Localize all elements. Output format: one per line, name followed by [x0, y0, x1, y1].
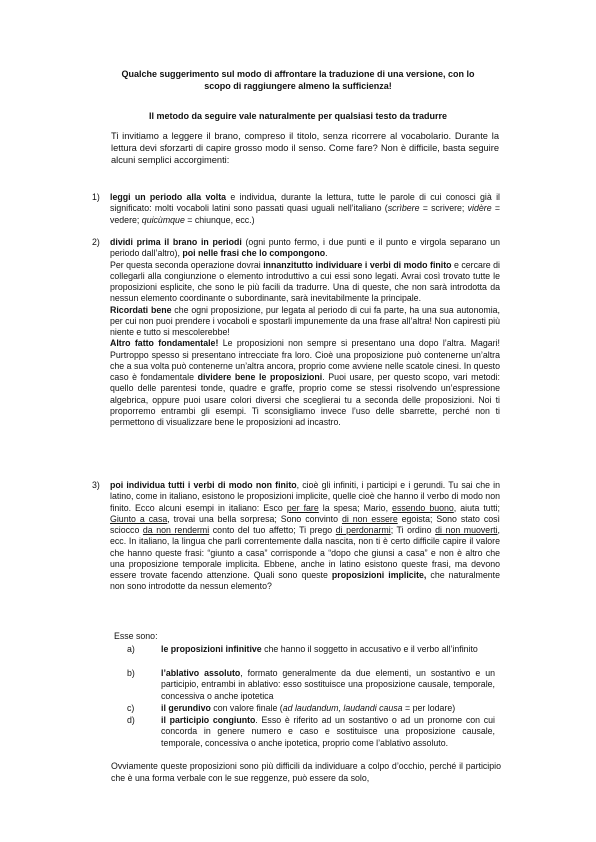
sub-item-b [127, 668, 495, 702]
text-run: e cercare di collegarli alla congiunzione o elemento introduttivo a cui essi sono legati. Avrai così trovato tutte le proposizioni esplicite, che sono le più facili da tradurre. Una di queste, che non sarà introdotta da nessun elemento coordinante o subordinante, sarà inevitabilmente la principale. [110, 259, 500, 304]
list-number: 3) [92, 480, 100, 490]
bold-phrase: le proposizioni infinitive [161, 644, 262, 654]
text-run: che ogni proposizione, pur legata al periodo di cui fa parte, ha una sua autonomia, per cui non puoi prendere i vocaboli e spostarli impunemente da una frase all’altra! Non capiresti più niente e tutto si mescolerebbe! [110, 304, 500, 337]
list-item-3 [92, 480, 500, 593]
text-run: , formato generalmente da due elementi, un sostantivo e un participio, entrambi in ablativo: esso sostituisce una proposizione causale, temporale, concessiva o anche ipotetica [161, 668, 495, 701]
text-run: Le proposizioni non sempre si presentano una dopo l’altra. Magari! Purtroppo spesso si presentano intrecciate fra loro. Cioè una proposizione può contenerne un’altra che a sua volta può contenerne un’altra ancora, proprio come avviene nelle scatole cinesi. In questo caso è fondamentale [110, 338, 500, 382]
sub-item-d [127, 715, 495, 749]
bold-phrase: proposizioni implicite, [331, 570, 427, 580]
list-item-2 [92, 237, 500, 428]
text-run: , ecc. In italiano, la lingua che parli correntemente dalla nascita, non ti è certo difficile capire il valore che hanno queste frasi: “giunto a casa” corrisponde a “dopo che giunsi a casa” e non è altro che una proposizione temporale implicita. Ebbene, anche in latino esistono queste frasi, ma devono essere trovate facendo attenzione. Quali sono queste [110, 525, 500, 580]
esse-sono-label: Esse sono: [114, 631, 158, 641]
sub-item-letter: a) [127, 644, 135, 654]
text-run: , trovai una bella sorpresa; Sono convinto [167, 513, 342, 524]
text-run: = per lodare) [402, 703, 456, 713]
document-subtitle: Il metodo da seguire vale naturalmente per qualsiasi testo da tradurre [148, 111, 448, 121]
text-run: conto del tuo affetto; Ti prego [209, 525, 336, 535]
sub-item-letter: d) [127, 715, 135, 725]
document-title [60, 68, 536, 92]
bold-phrase: dividere bene le proposizioni [197, 372, 323, 382]
text-run: = chiunque, ecc.) [184, 214, 255, 225]
sub-item-letter: b) [127, 668, 135, 678]
list-item-body [110, 237, 500, 428]
bold-phrase: il participio congiunto [161, 715, 256, 725]
sub-item-text [161, 668, 495, 702]
underlined-example: da non rendermi [142, 525, 210, 535]
text-run: ; Ti ordino [390, 525, 436, 535]
underlined-example: Giunto a casa [110, 513, 168, 524]
item2-paragraph-1 [110, 237, 500, 260]
list-item-1 [92, 192, 500, 226]
list-number: 1) [92, 192, 100, 202]
text-run: Per questa seconda operazione dovrai [110, 259, 264, 270]
underlined-example: di non muoverti [435, 525, 498, 535]
latin-word: vidère [467, 203, 492, 214]
bold-phrase: leggi un periodo alla volta [110, 192, 227, 202]
latin-word: scrìbere [387, 203, 420, 214]
intro-paragraph: Ti invitiamo a leggere il brano, compreso il titolo, senza ricorrere al vocabolario. Durante la lettura devi sforzarti di capire grosso modo il senso. Come fare? Non è difficile, basta seguire alcuni semplici accorgimenti: [111, 131, 499, 165]
text-run: = vedere; [110, 203, 500, 225]
title-line-1: Qualche suggerimento sul modo di affrontare la traduzione di una versione, con lo [121, 69, 475, 79]
text-run: la spesa; Mario, [318, 502, 393, 513]
sub-item-text [161, 644, 495, 655]
latin-word: quicùmque [141, 214, 185, 225]
list-item-body [110, 480, 500, 593]
item2-paragraph-2 [110, 260, 500, 305]
bold-phrase: Altro fatto fondamentale! [110, 338, 219, 349]
sub-item-text [161, 715, 495, 749]
title-line-2: scopo di raggiungere almeno la sufficienza! [204, 81, 392, 91]
bold-phrase: l’ablativo assoluto [161, 668, 241, 678]
sub-item-c [127, 703, 495, 714]
list-item-body [110, 192, 500, 226]
text-run: con valore finale ( [210, 703, 283, 713]
text-run: che hanno il soggetto in accusativo e il verbo all’infinito [261, 644, 478, 654]
underlined-example: di perdonarmi [335, 525, 391, 535]
bold-phrase: Ricordati bene [110, 304, 172, 315]
text-run: = scrivere; [419, 203, 468, 214]
sub-item-a [127, 644, 495, 655]
bold-phrase: poi nelle frasi che lo compongono [182, 248, 326, 259]
item2-paragraph-3 [110, 305, 500, 339]
bold-phrase: poi individua tutti i verbi di modo non finito [110, 480, 297, 490]
text-run: , aiuta tutti; [453, 502, 500, 513]
sub-item-letter: c) [127, 703, 135, 713]
underlined-example: per fare [286, 502, 319, 513]
text-run: e individua, durante la lettura, tutte le parole di cui conosci già il significato: molti vocaboli latini sono passati quasi uguali nell’italiano ( [110, 192, 500, 214]
text-run: . Esso è riferito ad un sostantivo o ad un pronome con cui concorda in genere numero e caso e sostituisce una proposizione causale, temporale, concessiva o anche ipotetica, proprio come l’ablativo assoluto. [161, 715, 496, 748]
underlined-example: essendo buono [392, 502, 454, 513]
sub-item-text [161, 703, 495, 714]
text-run: egoista; Sono stato così sciocco [110, 513, 500, 535]
underlined-example: di non essere [341, 513, 398, 524]
text-run: . Puoi usare, per questo scopo, vari metodi: quello delle parentesi tonde, quadre e graffe, proprio come se stessi risolvendo un’espressione algebrica, oppure puoi usare colori diversi che sceglierai tu a seconda delle proposizioni. Noi ti proporremo entrambi gli esempi. Ti sconsigliamo invece l’uso delle sbarrette, perché non ti permettono di visualizzare bene le proposizioni ad incastro. [110, 372, 500, 427]
text-run: (ogni punto fermo, i due punti e il punto e virgola separano un periodo dall’altro), [110, 237, 500, 259]
list-number: 2) [92, 237, 100, 247]
text-run: . [325, 248, 328, 259]
text-run: , cioè gli infiniti, i participi e i gerundi. Tu sai che in latino, come in italiano, esistono le proposizioni implicite, quelle cioè che hanno il verbo di modo non finito. Ecco alcuni esempi in italiano: Esco [110, 480, 500, 513]
item2-paragraph-4 [110, 338, 500, 428]
bold-phrase: il gerundivo [161, 703, 211, 713]
bold-phrase: dividi prima il brano in periodi [110, 237, 242, 247]
latin-word: ad laudandum, laudandi causa [282, 703, 403, 713]
text-run: che naturalmente non sono introdotte da nessun elemento? [110, 570, 500, 592]
closing-paragraph: Ovviamente queste proposizioni sono più difficili da individuare a colpo d’occhio, perché il participio che è una forma verbale con le sue reggenze, può essere da solo, [111, 761, 501, 783]
bold-phrase: innanzitutto individuare i verbi di modo finito [263, 259, 452, 270]
